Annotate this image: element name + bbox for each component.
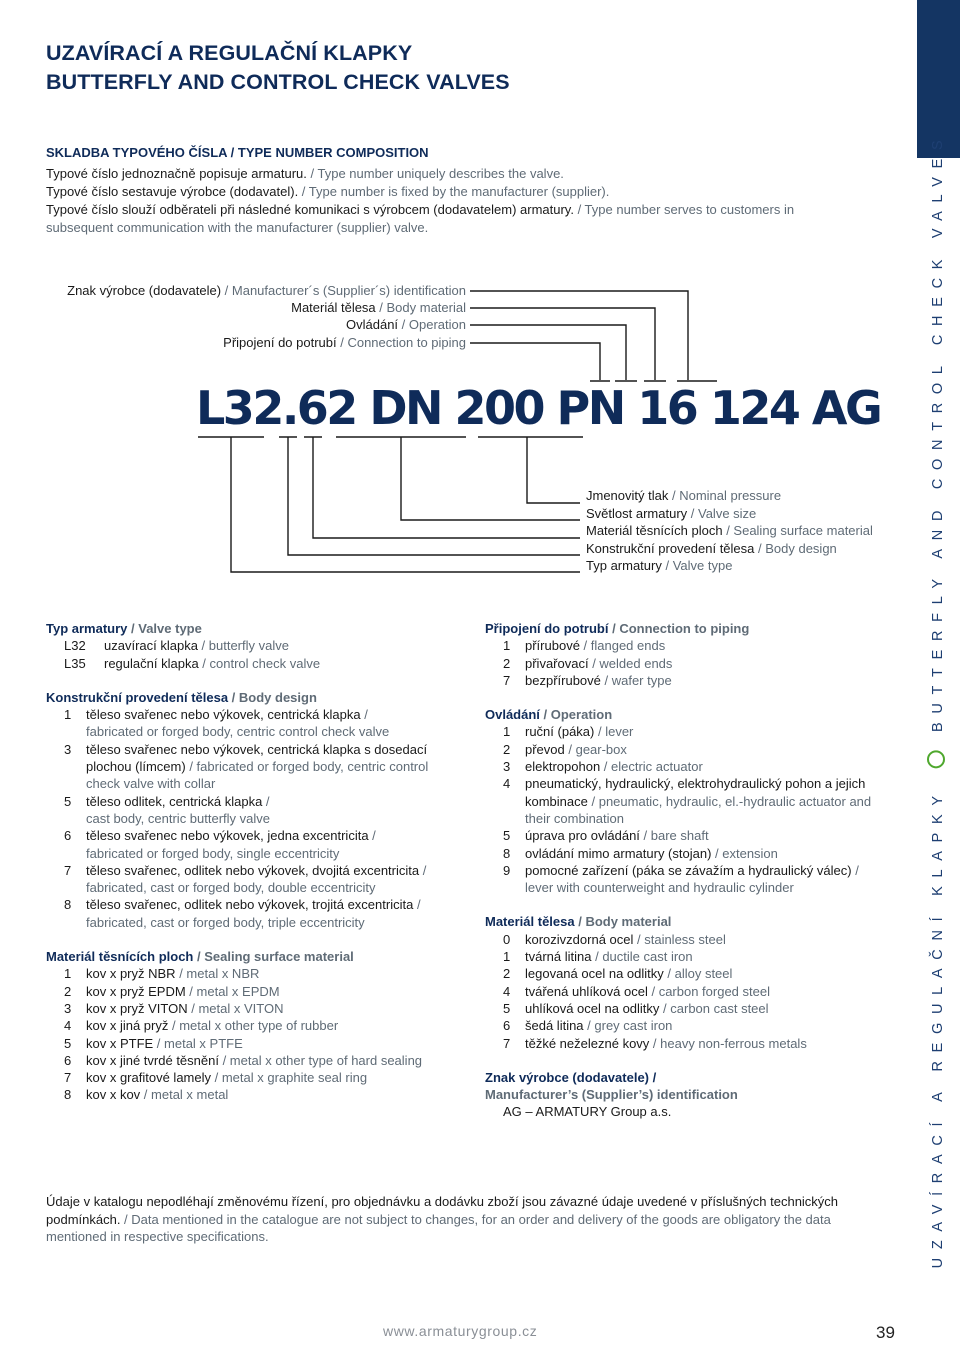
list-item-continuation: lever with counterweight and hydraulic cylinder: [525, 880, 794, 896]
page-title-en: BUTTERFLY AND CONTROL CHECK VALVES: [46, 70, 510, 94]
list-item: 6 kov x jiné tvrdé těsnění / metal x other type of hard sealing: [64, 1052, 423, 1068]
label-sealing-material: Materiál těsnících ploch / Sealing surface material: [586, 523, 873, 538]
list-item: 1 tvárná litina / ductile cast iron: [503, 949, 693, 965]
list-item: 4 pneumatický, hydraulický, elektrohydraulický pohon a jejich: [503, 776, 866, 792]
sidebar-text-cz: UZAVÍRACÍ A REGULAČNÍ KLAPKY: [929, 787, 946, 1269]
list-item: 5 uhlíková ocel na odlitky / carbon cast steel: [503, 1000, 769, 1016]
list-item: 5 těleso odlitek, centrická klapka /: [64, 793, 270, 809]
heading-sealing-material: Materiál těsnících ploch / Sealing surface material: [46, 949, 354, 965]
list-item: L35 regulační klapka / control check valve: [64, 655, 321, 671]
list-item: 7 kov x grafitové lamely / metal x graphite seal ring: [64, 1070, 368, 1086]
label-operation: Ovládání / Operation: [346, 317, 466, 332]
list-item: 1 těleso svařenec nebo výkovek, centrická klapka /: [64, 707, 368, 723]
list-item-continuation: fabricated or forged body, single eccentricity: [86, 845, 340, 861]
heading-manufacturer: Znak výrobce (dodavatele) /: [485, 1069, 657, 1085]
list-item: 8 kov x kov / metal x metal: [64, 1087, 229, 1103]
list-item: 1 ruční (páka) / lever: [503, 724, 634, 740]
list-item: 9 pomocné zařízení (páka se závažím a hydraulický válec) /: [503, 862, 859, 878]
label-connection: Připojení do potrubí / Connection to piping: [223, 335, 466, 350]
diagram-right-labels: [586, 487, 873, 575]
right-column: [485, 620, 871, 1121]
list-item: 2 legovaná ocel na odlitky / alloy steel: [503, 966, 733, 982]
list-item: 3 elektropohon / electric actuator: [503, 759, 703, 775]
heading-manufacturer-en: Manufacturer’s (Supplier’s) identification: [485, 1087, 738, 1103]
intro-line: Typové číslo sestavuje výrobce (dodavatel). / Type number is fixed by the manufacturer (supplier).: [46, 184, 610, 199]
heading-body-material: Materiál tělesa / Body material: [485, 914, 672, 930]
list-item: 6 těleso svařenec nebo výkovek, jedna excentricita /: [64, 828, 376, 844]
list-item: 7 bezpřírubové / wafer type: [503, 672, 672, 688]
page-number: 39: [876, 1323, 895, 1342]
label-valve-type: Typ armatury / Valve type: [586, 558, 733, 573]
list-item: 6 šedá litina / grey cast iron: [503, 1018, 673, 1034]
list-item: 3 kov x pryž VITON / metal x VITON: [64, 1000, 284, 1016]
list-item: AG – ARMATURY Group a.s.: [503, 1104, 672, 1120]
list-item-continuation: plochou (límcem) / fabricated or forged body, centric control: [86, 759, 429, 775]
list-item-continuation: check valve with collar: [86, 776, 216, 792]
label-body-material: Materiál tělesa / Body material: [291, 300, 466, 315]
sidebar-text-en: BUTTERFLY AND CONTROL CHECK VALVES: [929, 131, 946, 733]
type-number-code: L32.62 DN 200 PN 16 124 AG: [196, 381, 881, 435]
intro-line: subsequent communication with the manufacturer (supplier) valve.: [46, 220, 429, 235]
list-item-continuation: kombinace / pneumatic, hydraulic, el.-hydraulic actuator and: [525, 793, 872, 809]
list-item: 0 korozivzdorná ocel / stainless steel: [503, 931, 726, 947]
list-item: 7 těleso svařenec, odlitek nebo výkovek, dvojitá excentricita /: [64, 862, 427, 878]
list-item-continuation: fabricated or forged body, centric control check valve: [86, 724, 390, 740]
website-link[interactable]: www.armaturygroup.cz: [383, 1323, 538, 1339]
left-column: [46, 620, 428, 1104]
list-item: 3 těleso svařenec nebo výkovek, centrická klapka s dosedací: [64, 741, 428, 757]
label-body-design: Konstrukční provedení tělesa / Body design: [586, 540, 837, 556]
list-item: 2 převod / gear-box: [503, 741, 627, 757]
list-item: 1 kov x pryž NBR / metal x NBR: [64, 966, 260, 982]
list-item: L32 uzavírací klapka / butterfly valve: [64, 638, 289, 654]
heading-connection: Připojení do potrubí / Connection to piping: [485, 621, 750, 636]
list-item: 1 přírubové / flanged ends: [503, 638, 666, 654]
disclaimer-note: Údaje v katalogu nepodléhají změnovému řízení, pro objednávku a dodávku zboží jsou závazné údaje uvedené v příslušných technických podmínkách. / Data mentioned in the catalogue are not subject to changes, for an order and delivery of the goods are obligatory the data mentioned in respective specifications.: [46, 1194, 839, 1244]
heading-operation: Ovládání / Operation: [485, 707, 613, 723]
list-item: 2 kov x pryž EPDM / metal x EPDM: [64, 983, 280, 999]
list-item-continuation: fabricated, cast or forged body, triple eccentricity: [86, 914, 365, 930]
list-item: 7 těžké neželezné kovy / heavy non-ferrous metals: [503, 1035, 807, 1051]
label-manufacturer-id: Znak výrobce (dodavatele) / Manufacturer´s (Supplier´s) identification: [67, 283, 466, 298]
section-heading: SKLADBA TYPOVÉHO ČÍSLA / TYPE NUMBER COMPOSITION: [46, 145, 429, 160]
list-item-continuation: their combination: [525, 810, 624, 826]
list-item-continuation: fabricated, cast or forged body, double eccentricity: [86, 880, 376, 896]
intro-line: Typové číslo jednoznačně popisuje armaturu. / Type number uniquely describes the valve.: [46, 166, 564, 181]
label-valve-size: Světlost armatury / Valve size: [586, 505, 757, 521]
list-item: 5 kov x PTFE / metal x PTFE: [64, 1035, 243, 1051]
label-nominal-pressure: Jmenovitý tlak / Nominal pressure: [586, 488, 782, 503]
list-item: 4 tvářená uhlíková ocel / carbon forged steel: [503, 983, 770, 999]
heading-body-design: Konstrukční provedení tělesa / Body design: [46, 689, 317, 705]
list-item: 5 úprava pro ovládání / bare shaft: [503, 828, 709, 844]
list-item: 2 přivařovací / welded ends: [503, 655, 673, 671]
heading-valve-type: Typ armatury / Valve type: [46, 621, 202, 636]
list-item: 4 kov x jiná pryž / metal x other type of rubber: [64, 1018, 339, 1034]
list-item-continuation: cast body, centric butterfly valve: [86, 810, 271, 826]
list-item: 8 ovládání mimo armatury (stojan) / extension: [503, 845, 778, 861]
brand-logo-icon: [927, 751, 945, 769]
page-title-cz: UZAVÍRACÍ A REGULAČNÍ KLAPKY: [46, 41, 413, 65]
intro-line: Typové číslo slouží odběrateli při následné komunikaci s výrobcem (dodavatelem) armatury. / Type number serves to customers in: [46, 202, 795, 217]
list-item: 8 těleso svařenec, odlitek nebo výkovek, trojitá excentricita /: [64, 897, 421, 913]
